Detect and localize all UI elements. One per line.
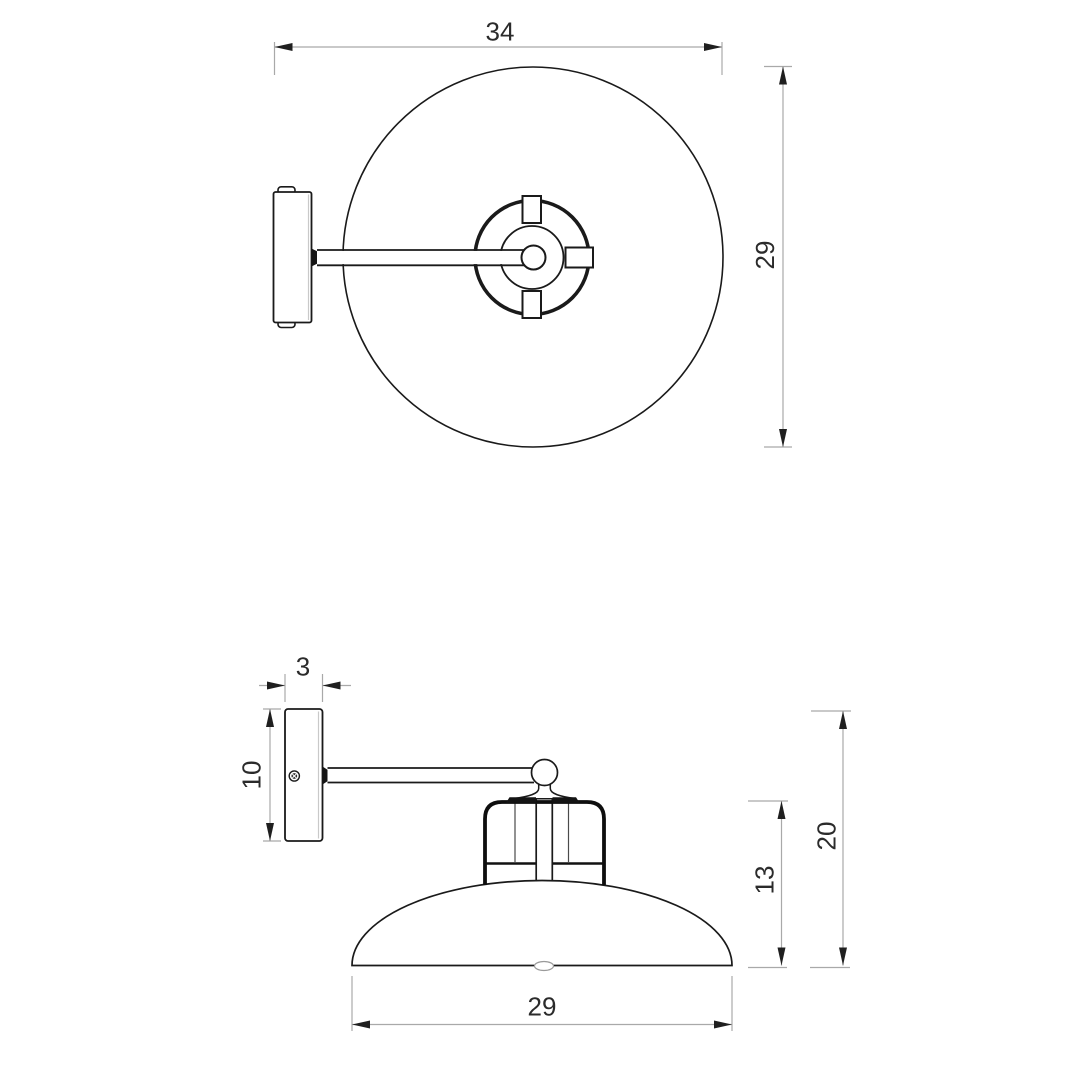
cage-collar-right	[553, 797, 580, 803]
arrow-right-icon	[267, 682, 285, 690]
arm-top-view	[317, 250, 533, 265]
arrow-down-icon	[779, 429, 787, 447]
arm-connector-top-view	[312, 249, 318, 267]
bracket-plate-front-view	[285, 709, 323, 841]
arrow-left-icon	[352, 1021, 370, 1029]
arm-body-mask	[317, 251, 533, 264]
dim-label-shade-diameter-front: 29	[527, 991, 557, 1022]
wall-bracket-front-view	[285, 709, 328, 841]
arrow-left-icon	[275, 43, 293, 51]
arrow-up-icon	[779, 67, 787, 85]
dim-label-shade-height: 13	[749, 865, 780, 895]
dim-label-bracket-height: 10	[236, 760, 267, 790]
dim-shade-height	[748, 801, 788, 968]
dim-bracket-height	[237, 709, 282, 841]
arrow-up-icon	[266, 709, 274, 727]
arrow-right-icon	[704, 43, 722, 51]
arrow-up-icon	[778, 801, 786, 819]
front-view	[237, 652, 852, 1032]
bracket-plate-top-view	[274, 192, 312, 323]
socket-cage	[485, 783, 604, 885]
hub-tab-top	[523, 196, 542, 223]
dim-label-overall-height: 20	[811, 821, 842, 851]
cage-collar-left	[506, 797, 536, 803]
dim-label-shade-diameter-top: 29	[750, 240, 780, 270]
shade-dome-front-view	[352, 881, 732, 966]
arm-front-view	[328, 760, 558, 786]
dim-shade-diameter-top	[750, 67, 792, 448]
dim-overall-depth	[275, 17, 723, 76]
dim-label-bracket-depth: 3	[295, 651, 311, 682]
dim-label-overall-depth: 34	[485, 16, 515, 47]
wall-bracket-top-view	[274, 187, 318, 328]
arrow-right-icon	[714, 1021, 732, 1029]
dim-bracket-depth	[259, 652, 351, 703]
arm-connector-front-view	[323, 767, 328, 785]
arrow-down-icon	[839, 948, 847, 966]
arrow-left-icon	[323, 682, 341, 690]
cage-outline	[485, 802, 604, 885]
arm-ball-joint	[532, 760, 558, 786]
arrow-down-icon	[778, 948, 786, 966]
top-view	[274, 17, 793, 448]
dim-overall-height	[810, 711, 851, 968]
dim-shade-diameter-front	[352, 976, 732, 1031]
arm-joint-circle	[522, 246, 546, 270]
hub-tab-bottom	[523, 291, 542, 318]
hub-tab-right	[566, 248, 594, 268]
arm-body-mask	[328, 769, 534, 782]
shade-bottom-knob	[535, 962, 554, 971]
arrow-up-icon	[839, 711, 847, 729]
arrow-down-icon	[266, 823, 274, 841]
